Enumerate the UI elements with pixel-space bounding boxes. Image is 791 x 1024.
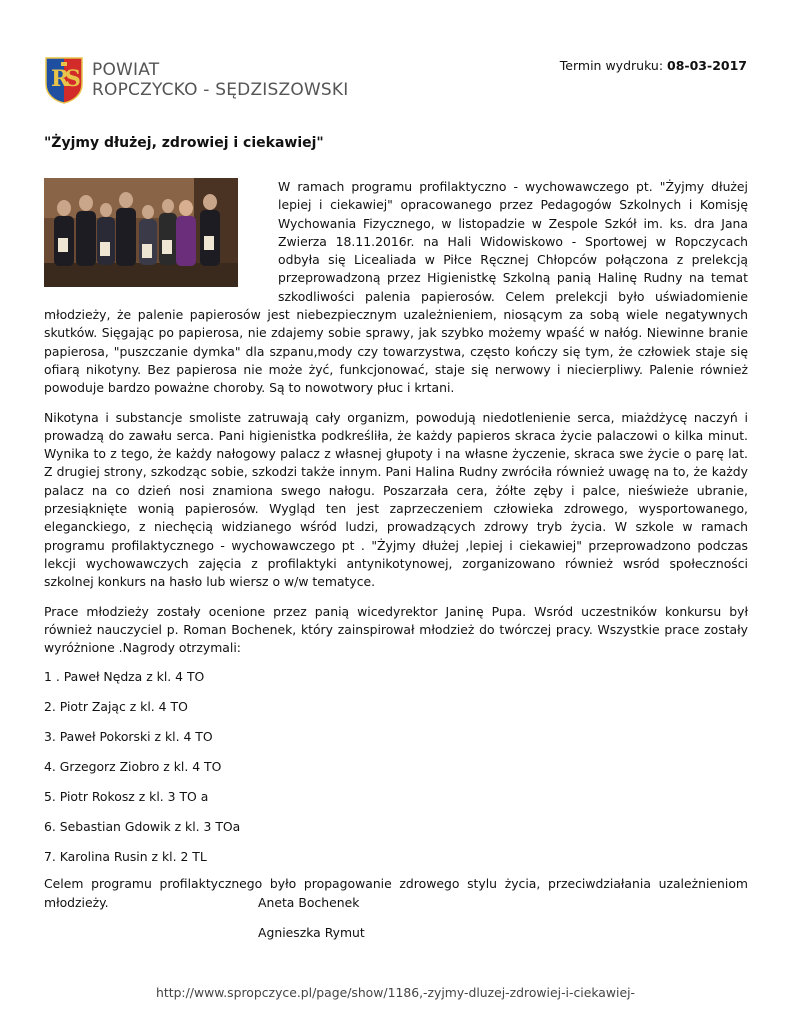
logo-line1: POWIAT: [92, 60, 160, 80]
list-item: 6. Sebastian Gdowik z kl. 3 TOa: [44, 819, 241, 835]
paragraph-3: Prace młodzieży zostały ocenione przez panią wicedyrektor Janinę Pupa. Wsród uczestników konkursu był również nauczyciel p. Roman Bochenek, który zainspirował młodzież do twórczej pracy. Wszystkie prace zostały wyróżnione .Nagrody otrzymali:: [44, 603, 748, 656]
print-date-label: Termin wydruku:: [559, 58, 668, 73]
closing-paragraph: Celem programu profilaktycznego było propagowanie zdrowego stylu życia, przeciwdziałania uzależnieniom młodzieży.: [44, 876, 748, 910]
list-item: 5. Piotr Rokosz z kl. 3 TO a: [44, 789, 209, 805]
site-logo[interactable]: [44, 54, 349, 106]
svg-text:S: S: [65, 66, 81, 92]
winners-list: [44, 668, 748, 878]
paragraph-2: Nikotyna i substancje smoliste zatruwają cały organizm, powodują niedotlenienie serca, miażdżycę naczyń i prowadzą do zawału serca. Pani higienistka podkreśliła, że każdy papieros skraca życie palaczowi o kilka minut. Wynika to z tego, że każdy nałogowy palacz z własnej głupoty i na własne życzenie, skraca swe życie o parę lat. Z drugiej strony, szkodząc sobie, szkodzi także innym. Pani Halina Rudny zwróciła również uwagę na to, że każdy palacz na co dzień nosi znamiona swego nałogu. Poszarzała cera, żółte zęby i palce, nieświeże ubranie, przesiąknięte wonią papierosów. Wygląd ten jest zaprzeczeniem człowieka zdrowego, wysportowanego, eleganckiego, z niechęcią widzianego wśród ludzi, prowadzących zdrowy tryb życia. W szkole w ramach programu profilaktycznego - wychowawczego pt . "Żyjmy dłużej ,lepiej i ciekawiej" przeprowadzono podczas lekcji wychowawczych zajęcia z profilaktyki antynikotynowej, zorganizowano również wsród społeczności szkolnej konkurs na hasło lub wiersz o w/w tematyce.: [44, 409, 748, 590]
list-item: 7. Karolina Rusin z kl. 2 TL: [44, 849, 207, 865]
paragraph-1: W ramach programu profilaktyczno - wychowawczego pt. "Żyjmy dłużej lepiej i ciekawiej" opracowanego przez Pedagogów Szkolnych i Komisję Wychowania Fizycznego, w listopadzie w Zespole Szkół im. ks. dra Jana Zwierza 18.11.2016r. na Hali Widowiskowo - Sportowej w Ropczycach odbyła się Licealiada w Piłce Ręcznej Chłopców połączona z prelekcją przeprowadzoną przez Higienistkę Szkolną panią Halinę Rudny na temat szkodliwości palenia papierosów. Celem prelekcji było uświadomienie młodzieży, że palenie papierosów jest niebezpiecznym uzależnieniem, niosącym za sobą wiele negatywnych skutków. Sięgając po papierosa, nie zdajemy sobie sprawy, jak szybko możemy wpaść w nałóg. Niewinne branie papierosa, "puszczanie dymka" dla szpanu,mody czy towarzystwa, często kończy się tym, że człowiek staje się ofiarą nikotyny. Bez papierosa nie może żyć, funkcjonować, staje się nerwowy i niecierpliwy. Palenie również powoduje bardzo poważne choroby. Są to nowotwory płuc i krtani.: [44, 179, 748, 396]
article-title: "Żyjmy dłużej, zdrowiej i ciekawiej": [44, 135, 324, 151]
footer-url[interactable]: http://www.spropczyce.pl/page/show/1186,-zyjmy-dluzej-zdrowiej-i-ciekawiej-: [156, 985, 635, 1000]
print-date: [560, 58, 747, 73]
list-item: 4. Grzegorz Ziobro z kl. 4 TO: [44, 759, 222, 775]
signature-2: Agnieszka Rymut: [258, 925, 365, 940]
list-item: 2. Piotr Zając z kl. 4 TO: [44, 699, 188, 715]
list-item: 1 . Paweł Nędza z kl. 4 TO: [44, 669, 205, 685]
print-date-value: 08-03-2017: [667, 58, 747, 73]
list-item: 3. Paweł Pokorski z kl. 4 TO: [44, 729, 213, 745]
logo-line2: ROPCZYCKO - SĘDZISZOWSKI: [92, 80, 349, 100]
article-body: [44, 178, 748, 912]
signature-1: Aneta Bochenek: [258, 895, 360, 910]
logo-text: [92, 60, 349, 100]
coat-of-arms-icon: [44, 56, 84, 104]
svg-text:R: R: [51, 66, 70, 92]
